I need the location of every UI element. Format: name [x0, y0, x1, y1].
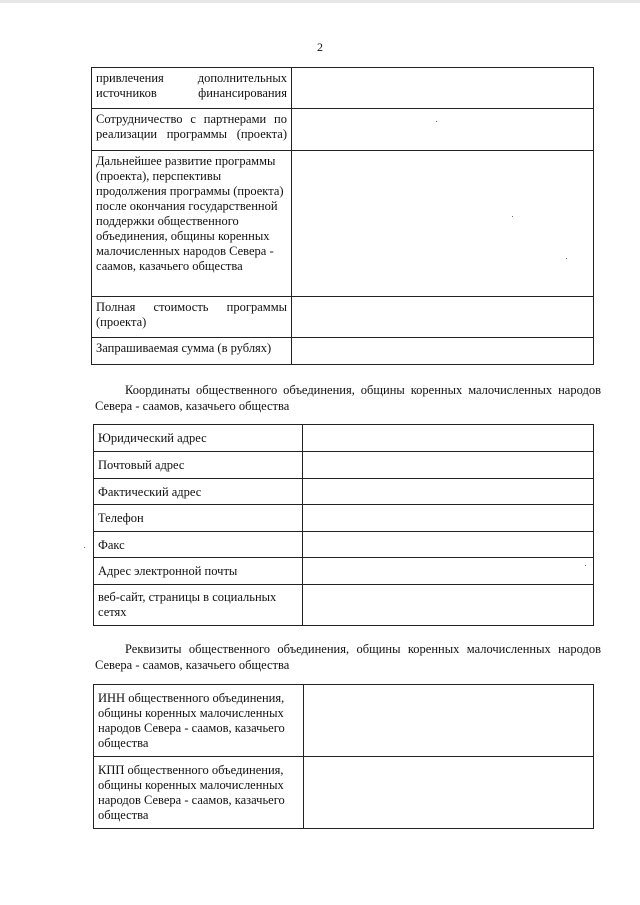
field-label-kpp: КПП общественного объединения, общины коренных малочисленных народов Севера - саамов, казачьего общества: [94, 757, 304, 829]
table-row: [94, 532, 594, 558]
scan-speck: [84, 547, 85, 548]
field-label-legal-address: Юридический адрес: [94, 425, 303, 452]
field-label-postal-address: Почтовый адрес: [94, 452, 303, 479]
field-value-inn[interactable]: [304, 685, 594, 757]
page-number: 2: [317, 40, 323, 54]
field-value-additional-funding[interactable]: [292, 68, 594, 109]
table-row: [94, 558, 594, 585]
field-label-actual-address: Фактический адрес: [94, 479, 303, 505]
requisites-heading: [95, 641, 601, 673]
field-label-email: Адрес электронной почты: [94, 558, 303, 585]
table-row: [92, 297, 594, 338]
field-value-requested-amount[interactable]: [292, 338, 594, 365]
program-details-table: [91, 67, 594, 365]
table-row: [94, 425, 594, 452]
contacts-table: [93, 424, 594, 626]
field-value-total-cost[interactable]: [292, 297, 594, 338]
table-row: [92, 109, 594, 151]
field-value-postal-address[interactable]: [303, 452, 594, 479]
scan-speck: [512, 216, 513, 217]
table-row: [92, 338, 594, 365]
contacts-heading: [95, 382, 601, 414]
table-row: [94, 685, 594, 757]
table-row: [94, 585, 594, 626]
contacts-heading-text: Координаты общественного объединения, общины коренных малочисленных народов Севера - саамов, казачьего общества: [95, 383, 601, 413]
field-label-total-cost: Полная стоимость программы (проекта): [92, 297, 292, 338]
field-value-partners[interactable]: [292, 109, 594, 151]
field-label-additional-funding: привлечения дополнительных источников финансирования: [92, 68, 292, 109]
field-value-actual-address[interactable]: [303, 479, 594, 505]
field-label-fax: Факс: [94, 532, 303, 558]
field-value-kpp[interactable]: [304, 757, 594, 829]
requisites-heading-text: Реквизиты общественного объединения, общины коренных малочисленных народов Севера - саамов, казачьего общества: [95, 642, 601, 672]
scan-speck: [585, 565, 586, 566]
field-value-website[interactable]: [303, 585, 594, 626]
field-value-email[interactable]: [303, 558, 594, 585]
field-value-fax[interactable]: [303, 532, 594, 558]
field-label-requested-amount: Запрашиваемая сумма (в рублях): [92, 338, 292, 365]
table-row: [94, 757, 594, 829]
field-value-phone[interactable]: [303, 505, 594, 532]
field-value-legal-address[interactable]: [303, 425, 594, 452]
table-row: [94, 452, 594, 479]
field-label-inn: ИНН общественного объединения, общины коренных малочисленных народов Севера - саамов, казачьего общества: [94, 685, 304, 757]
table-row: [94, 505, 594, 532]
field-value-further-development[interactable]: [292, 151, 594, 297]
field-label-partners: Сотрудничество с партнерами по реализации программы (проекта): [92, 109, 292, 151]
scan-edge: [0, 0, 640, 3]
requisites-table: [93, 684, 594, 829]
scan-speck: [566, 258, 567, 259]
field-label-phone: Телефон: [94, 505, 303, 532]
field-label-website: веб-сайт, страницы в социальных сетях: [94, 585, 303, 626]
table-row: [92, 68, 594, 109]
scan-speck: [436, 121, 437, 122]
table-row: [92, 151, 594, 297]
table-row: [94, 479, 594, 505]
field-label-further-development: Дальнейшее развитие программы (проекта), перспективы продолжения программы (проекта) после окончания государственной поддержки общественного объединения, общины коренных малочисленных народов Севера - саамов, казачьего общества: [92, 151, 292, 297]
